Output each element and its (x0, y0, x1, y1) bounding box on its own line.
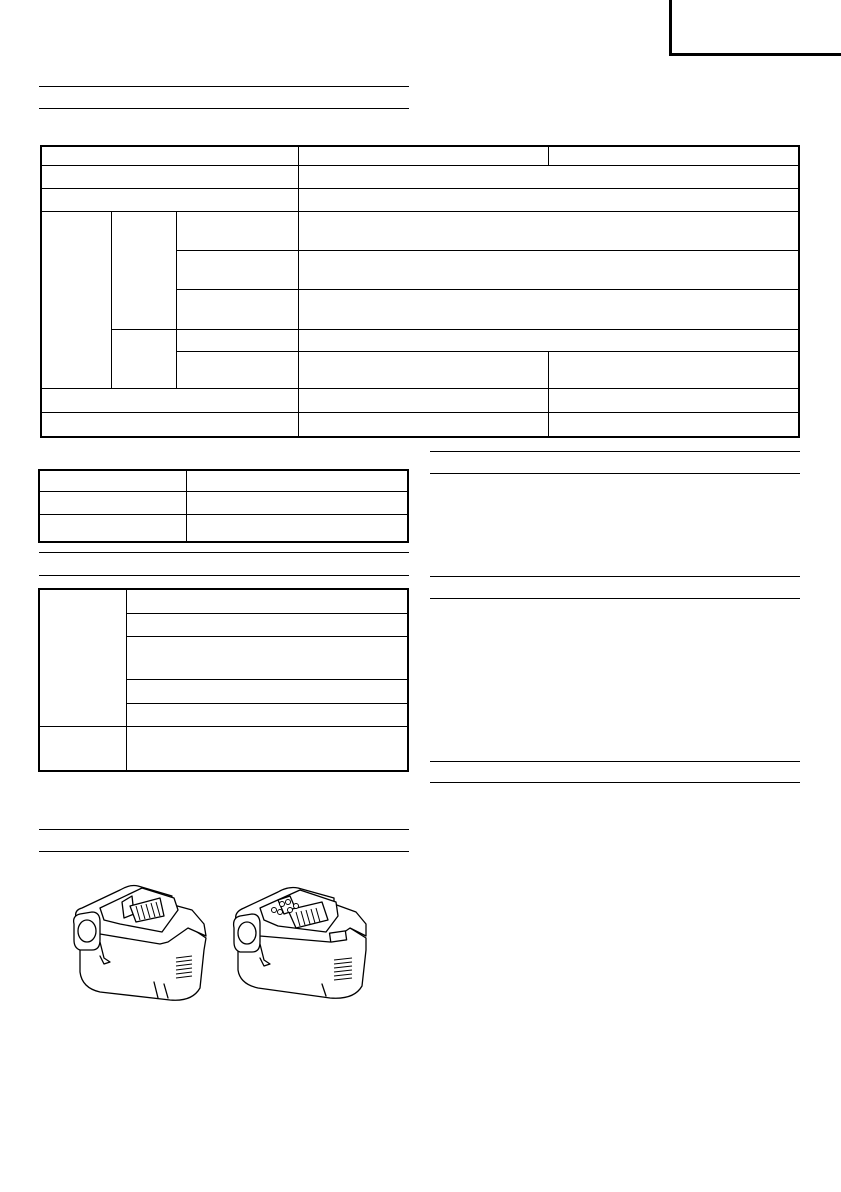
table-row (42, 166, 799, 189)
table-cell (176, 352, 298, 389)
prior-to-operation-heading-rule-bottom (430, 598, 800, 599)
table-cell (42, 412, 299, 436)
table-cell (549, 352, 799, 389)
table-cell (549, 147, 799, 166)
table-cell (42, 166, 299, 189)
table-cell (298, 412, 549, 436)
specifications-table (41, 146, 799, 437)
table-cell (42, 189, 299, 211)
table-cell (42, 389, 299, 412)
table-cell (298, 290, 798, 329)
applications-heading-rule-top (430, 451, 800, 452)
table-cell (126, 680, 407, 704)
table-cell (40, 515, 187, 542)
standard-accessories-table (39, 589, 408, 771)
standard-accessories-heading-rule-bottom (39, 575, 409, 576)
table-row (42, 412, 799, 436)
applications-heading-rule-bottom (430, 473, 800, 474)
standard-accessories-heading-rule-top (39, 552, 409, 553)
battery-illustration-right (230, 880, 375, 1005)
table-cell (176, 251, 298, 290)
table-cell (176, 290, 298, 329)
table-cell (40, 727, 127, 771)
table-row (40, 492, 408, 515)
charging-time-table (39, 470, 408, 542)
table-row (42, 147, 799, 166)
table-cell (40, 492, 187, 515)
table-cell (176, 329, 298, 351)
table-cell (42, 147, 299, 166)
specifications-heading-rule-bottom (39, 108, 409, 109)
table-cell (126, 590, 407, 614)
table-cell (298, 251, 798, 290)
table-row (42, 389, 799, 412)
table-row (40, 471, 408, 492)
table-cell (298, 329, 798, 351)
specifications-heading-rule-top (39, 86, 409, 87)
table-cell (298, 389, 549, 412)
table-cell (126, 614, 407, 637)
table-cell (126, 727, 407, 771)
table-cell (126, 637, 407, 680)
optional-accessories-heading-rule-top (39, 829, 409, 830)
table-cell (298, 189, 798, 211)
table-row (40, 590, 408, 614)
table-cell (176, 211, 298, 250)
charging-heading-rule-bottom (430, 782, 800, 783)
table-cell (186, 492, 407, 515)
table-row (40, 727, 408, 771)
table-cell (298, 352, 549, 389)
table-cell (549, 389, 799, 412)
table-cell (40, 471, 187, 492)
table-row (40, 515, 408, 542)
table-cell (40, 590, 127, 727)
table-cell (549, 412, 799, 436)
optional-accessories-heading-rule-bottom (39, 851, 409, 852)
table-cell (42, 211, 112, 389)
table-row (42, 189, 799, 211)
table-cell (298, 166, 798, 189)
language-tab (669, 0, 841, 56)
table-cell (186, 515, 407, 542)
table-cell (186, 471, 407, 492)
table-row (42, 211, 799, 250)
table-cell (298, 211, 798, 250)
table-row (42, 329, 799, 351)
charging-heading-rule-top (430, 761, 800, 762)
table-cell (111, 329, 176, 389)
table-cell (111, 211, 176, 329)
battery-illustration-left (70, 880, 215, 1005)
table-cell (298, 147, 549, 166)
table-cell (126, 704, 407, 727)
prior-to-operation-heading-rule-top (430, 576, 800, 577)
